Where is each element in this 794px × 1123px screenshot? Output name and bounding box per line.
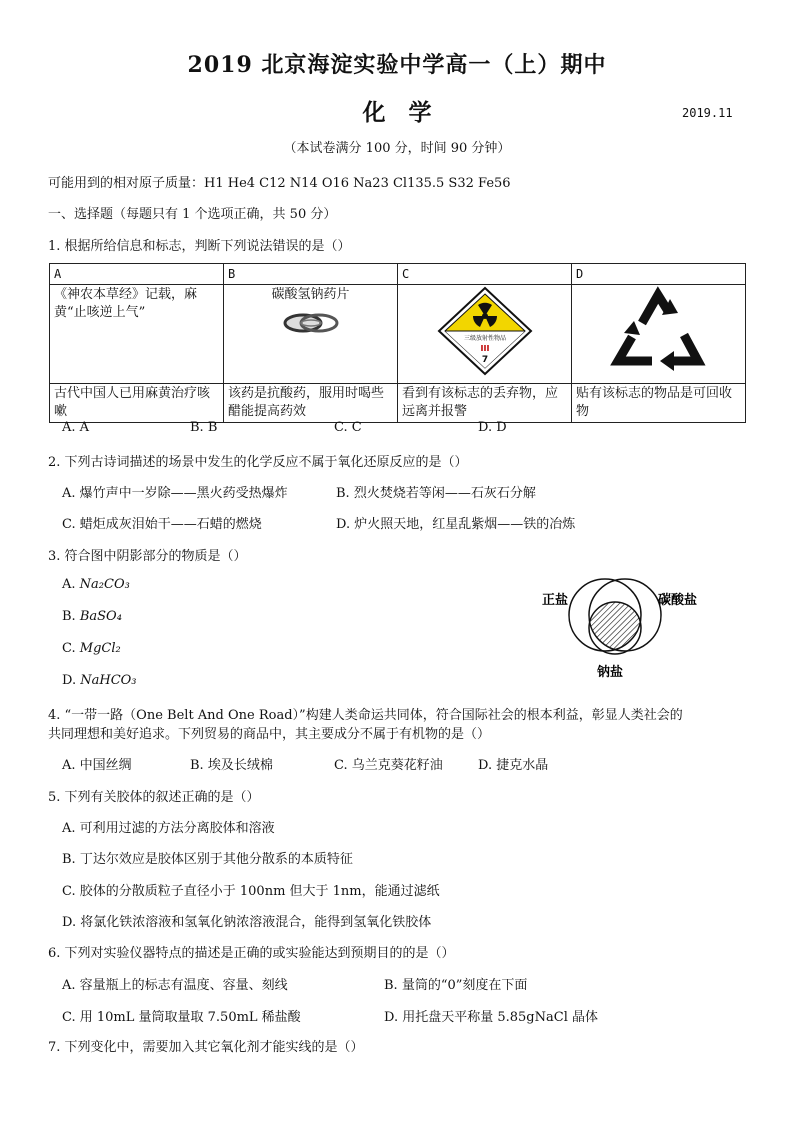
q3-option-d xyxy=(62,673,137,688)
q1-cell-a-text: 《神农本草经》记载，麻黄“止咳逆上气” xyxy=(54,287,198,320)
q1-header-c: C xyxy=(398,264,572,285)
q3-option-a xyxy=(62,577,130,592)
q5-option-c: C. 胶体的分散质粒子直径小于 100nm 但大于 1nm，能通过滤纸 xyxy=(62,884,440,899)
venn-label-zhengyan: 正盐 xyxy=(542,593,569,608)
q2-option-d: D. 炉火照天地，红星乱紫烟——铁的冶炼 xyxy=(336,517,576,532)
radioactive-sign-icon xyxy=(435,285,535,377)
q6-option-b: B. 量筒的“0”刻度在下面 xyxy=(384,978,528,993)
q3-label-a: A. xyxy=(62,577,76,592)
q3-label-c: C. xyxy=(62,641,76,656)
q5-stem: 5. 下列有关胶体的叙述正确的是（） xyxy=(48,790,260,805)
q3-formula-b: BaSO₄ xyxy=(79,609,122,624)
q1-cell-d-top xyxy=(572,285,746,384)
q2-option-c: C. 蜡炬成灰泪始干——石蜡的燃烧 xyxy=(62,517,262,532)
section-heading: 一、选择题（每题只有 1 个选项正确，共 50 分） xyxy=(48,207,337,222)
q7-stem: 7. 下列变化中，需要加入其它氧化剂才能实线的是（） xyxy=(48,1040,364,1055)
q6-stem: 6. 下列对实验仪器特点的描述是正确的或实验能达到预期目的的是（） xyxy=(48,946,455,961)
q1-cell-d-bottom: 贴有该标志的物品是可回收物 xyxy=(572,384,746,423)
q4-option-b: B. 埃及长绒棉 xyxy=(190,758,273,773)
q1-cell-c-top xyxy=(398,285,572,384)
q1-option-a: A. A xyxy=(62,420,90,435)
sign-label: 三级放射性物品 xyxy=(463,335,506,342)
q4-stem-line2: 共同理想和美好追求。下列贸易的商品中，其主要成分不属于有机物的是（） xyxy=(48,727,491,742)
venn-diagram xyxy=(540,575,710,685)
q4-stem-line1: 4. “一带一路（One Belt And One Road）”构建人类命运共同体，符合国际社会的根本利益，彰显人类社会的 xyxy=(48,708,683,723)
q3-label-b: B. xyxy=(62,609,76,624)
q1-cell-b-bottom: 该药是抗酸药，服用时喝些醋能提高药效 xyxy=(224,384,398,423)
venn-label-tansuanyan: 碳酸盐 xyxy=(658,593,698,608)
q5-option-d: D. 将氯化铁浓溶液和氢氧化钠浓溶液混合，能得到氢氧化铁胶体 xyxy=(62,915,432,930)
q1-option-d: D. D xyxy=(478,420,507,435)
q1-table xyxy=(49,263,746,423)
q1-cell-b-top xyxy=(224,285,398,384)
recycle-icon xyxy=(604,285,714,377)
sign-number: 7 xyxy=(481,355,488,365)
atomic-masses: 可能用到的相对原子质量：H1 He4 C12 N14 O16 Na23 Cl135.5 S32 Fe56 xyxy=(48,176,511,191)
venn-label-nayan: 钠盐 xyxy=(597,665,624,680)
q3-option-b xyxy=(62,609,122,624)
q1-cell-c-bottom: 看到有该标志的丢弃物，应远离并报警 xyxy=(398,384,572,423)
q3-stem: 3. 符合图中阴影部分的物质是（） xyxy=(48,549,247,564)
q4-option-a: A. 中国丝绸 xyxy=(62,758,132,773)
q3-label-d: D. xyxy=(62,673,77,688)
q2-stem: 2. 下列古诗词描述的场景中发生的化学反应不属于氧化还原反应的是（） xyxy=(48,455,468,470)
q1-stem: 1. 根据所给信息和标志，判断下列说法错误的是（） xyxy=(48,239,351,254)
exam-title: 2019 北京海淀实验中学高一（上）期中 xyxy=(187,52,607,78)
q1-header-d: D xyxy=(572,264,746,285)
q2-option-a: A. 爆竹声中一岁除——黑火药受热爆炸 xyxy=(62,486,288,501)
q1-cell-b-text: 碳酸氢钠药片 xyxy=(271,287,350,302)
q5-option-b: B. 丁达尔效应是胶体区别于其他分散系的本质特征 xyxy=(62,852,353,867)
sign-class: III xyxy=(480,344,489,353)
tablet-image xyxy=(281,310,341,336)
q1-header-a: A xyxy=(50,264,224,285)
q1-cell-a-bottom: 古代中国人已用麻黄治疗咳嗽 xyxy=(50,384,224,423)
exam-note: （本试卷满分 100 分，时间 90 分钟） xyxy=(283,141,511,156)
q3-formula-c: MgCl₂ xyxy=(79,641,121,656)
q1-cell-a-top xyxy=(50,285,224,384)
q5-option-a: A. 可利用过滤的方法分离胶体和溶液 xyxy=(62,821,275,836)
q6-option-c: C. 用 10mL 量筒取量取 7.50mL 稀盐酸 xyxy=(62,1010,301,1025)
q6-option-d: D. 用托盘天平称量 5.85gNaCl 晶体 xyxy=(384,1010,598,1025)
subject-title: 化 学 xyxy=(362,99,432,126)
q4-option-d: D. 捷克水晶 xyxy=(478,758,549,773)
q3-option-c xyxy=(62,641,121,656)
q4-option-c: C. 乌兰克葵花籽油 xyxy=(334,758,443,773)
exam-date: 2019.11 xyxy=(682,106,733,120)
q1-option-b: B. B xyxy=(190,420,218,435)
q2-option-b: B. 烈火焚烧若等闲——石灰石分解 xyxy=(336,486,536,501)
q3-formula-a: Na₂CO₃ xyxy=(79,577,130,592)
q3-formula-d: NaHCO₃ xyxy=(80,673,137,688)
q1-header-b: B xyxy=(224,264,398,285)
q1-option-c: C. C xyxy=(334,420,362,435)
q6-option-a: A. 容量瓶上的标志有温度、容量、刻线 xyxy=(62,978,288,993)
